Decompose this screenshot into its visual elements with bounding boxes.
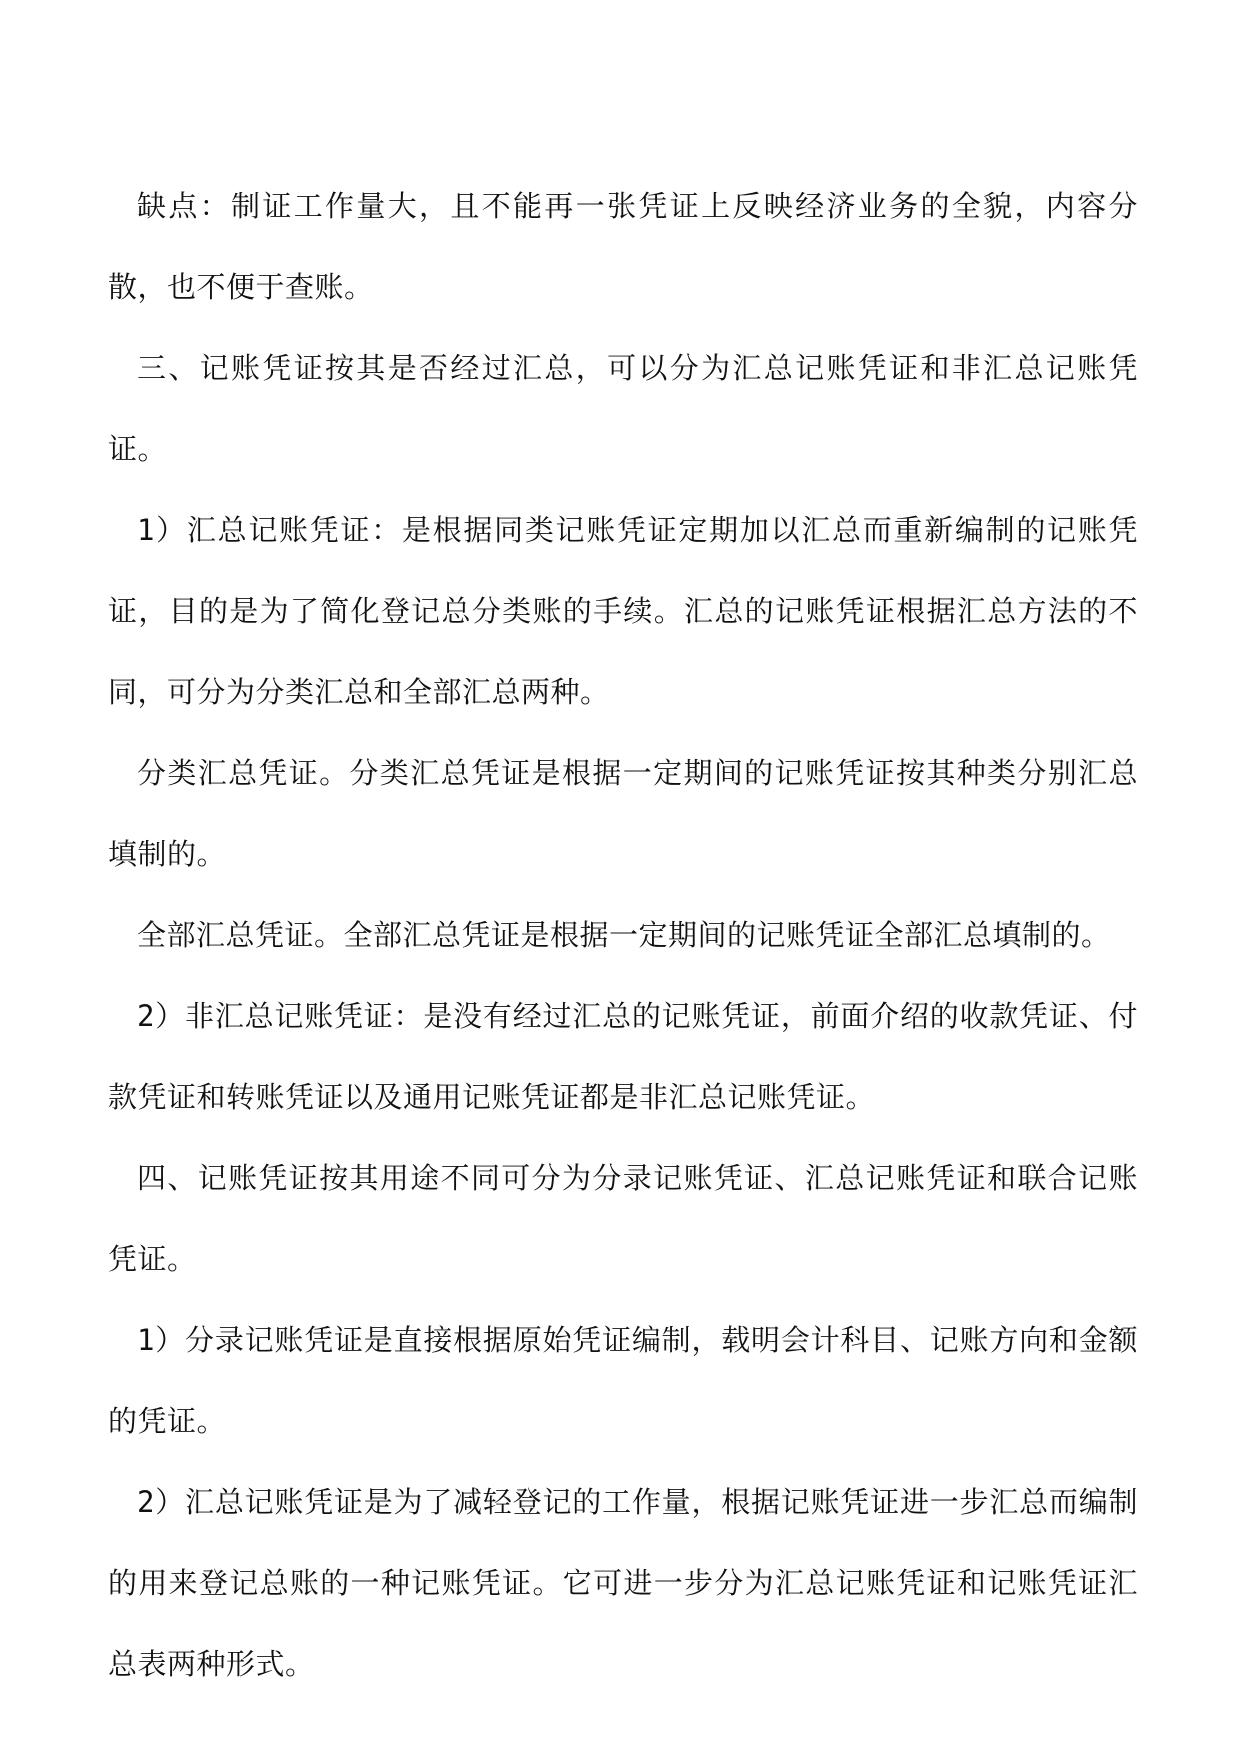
- document-body: [108, 166, 1138, 1705]
- paragraph-summary-voucher: 1）汇总记账凭证：是根据同类记账凭证定期加以汇总而重新编制的记账凭证，目的是为了简化登记总分类账的手续。汇总的记账凭证根据汇总方法的不同，可分为分类汇总和全部汇总两种。: [108, 513, 1138, 709]
- paragraph-full-summary: 全部汇总凭证。全部汇总凭证是根据一定期间的记账凭证全部汇总填制的。: [137, 918, 1111, 952]
- paragraph-disadvantages: 缺点：制证工作量大，且不能再一张凭证上反映经济业务的全貌，内容分散，也不便于查账。: [108, 189, 1138, 304]
- paragraph-section-four: 四、记账凭证按其用途不同可分为分录记账凭证、汇总记账凭证和联合记账凭证。: [108, 1161, 1138, 1276]
- paragraph-entry-voucher: 1）分录记账凭证是直接根据原始凭证编制，载明会计科目、记账方向和金额的凭证。: [108, 1323, 1138, 1438]
- paragraph-section-three: 三、记账凭证按其是否经过汇总，可以分为汇总记账凭证和非汇总记账凭证。: [108, 351, 1138, 466]
- paragraph-non-summary-voucher: 2）非汇总记账凭证：是没有经过汇总的记账凭证，前面介绍的收款凭证、付款凭证和转账凭证以及通用记账凭证都是非汇总记账凭证。: [108, 999, 1138, 1114]
- paragraph-summary-voucher-purpose: 2）汇总记账凭证是为了减轻登记的工作量，根据记账凭证进一步汇总而编制的用来登记总账的一种记账凭证。它可进一步分为汇总记账凭证和记账凭证汇总表两种形式。: [108, 1485, 1138, 1681]
- paragraph-category-summary: 分类汇总凭证。分类汇总凭证是根据一定期间的记账凭证按其种类分别汇总填制的。: [108, 756, 1138, 871]
